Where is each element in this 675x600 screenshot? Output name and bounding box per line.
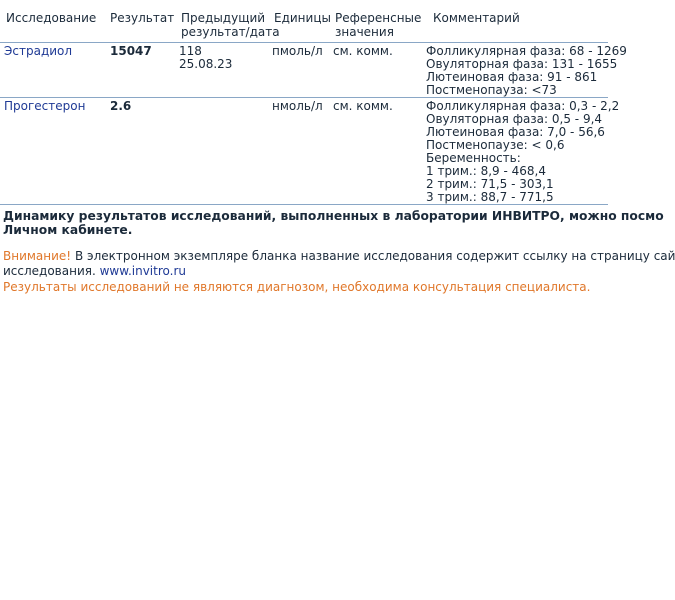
- comment-block: [426, 45, 627, 97]
- previous-value: 118: [179, 44, 202, 58]
- header-units: Единицы: [274, 11, 331, 25]
- comment-line: 1 трим.: 8,9 - 468,4: [426, 164, 546, 178]
- units-value: нмоль/л: [272, 99, 323, 113]
- comment-line: Постменопаузе: < 0,6: [426, 138, 565, 152]
- header-comment: Комментарий: [433, 11, 520, 25]
- disclaimer-text: Результаты исследований не являются диагнозом, необходима консультация специалиста.: [3, 280, 591, 294]
- header-reference-line2: значения: [335, 25, 394, 39]
- comment-line: Лютеиновая фаза: 7,0 - 56,6: [426, 125, 605, 139]
- notice-line2: [3, 264, 608, 279]
- invitro-link[interactable]: www.invitro.ru: [99, 264, 186, 278]
- units-value: пмоль/л: [272, 44, 323, 58]
- comment-line: 2 трим.: 71,5 - 303,1: [426, 177, 554, 191]
- dynamics-line1: Динамику результатов исследований, выполненных в лаборатории ИНВИТРО, можно посмо: [3, 209, 664, 223]
- comment-line: Постменопауза: <73: [426, 83, 557, 97]
- header-previous-line1: Предыдущий: [181, 11, 266, 25]
- comment-line: Овуляторная фаза: 0,5 - 9,4: [426, 112, 603, 126]
- header-previous-line2: результат/дата: [181, 25, 280, 39]
- notice-text: В электронном экземпляре бланка название исследования содержит ссылку на страницу сай: [71, 249, 675, 263]
- comment-line: Овуляторная фаза: 131 - 1655: [426, 57, 618, 71]
- header-reference: [335, 11, 421, 39]
- header-name: Исследование: [6, 11, 97, 25]
- notice-text-2: исследования.: [3, 264, 100, 278]
- comment-line: 3 трим.: 88,7 - 771,5: [426, 190, 554, 204]
- result-value: 15047: [110, 44, 152, 58]
- test-link-progesterone[interactable]: Прогестерон: [4, 99, 86, 113]
- comment-block: [426, 100, 619, 204]
- result-value: 2.6: [110, 99, 132, 113]
- table-row: [0, 98, 620, 205]
- reference-value: см. комм.: [333, 44, 393, 58]
- notice-line1: [3, 249, 675, 264]
- previous-date: 25.08.23: [179, 57, 233, 71]
- results-table: [0, 0, 627, 205]
- dynamics-line2: Личном кабинете.: [3, 223, 133, 237]
- comment-line: Беременность:: [426, 151, 521, 165]
- header-result: Результат: [110, 11, 175, 25]
- header-previous: [181, 11, 280, 39]
- previous-result: [179, 45, 232, 71]
- comment-line: Фолликулярная фаза: 68 - 1269: [426, 44, 627, 58]
- table-row: [0, 43, 627, 98]
- comment-line: Фолликулярная фаза: 0,3 - 2,2: [426, 99, 620, 113]
- electronic-copy-notice: [3, 249, 675, 279]
- reference-value: см. комм.: [333, 99, 393, 113]
- comment-line: Лютеиновая фаза: 91 - 861: [426, 70, 598, 84]
- dynamics-note: [3, 209, 664, 237]
- table-header: [0, 0, 608, 43]
- test-link-estradiol[interactable]: Эстрадиол: [4, 44, 73, 58]
- header-reference-line1: Референсные: [335, 11, 422, 25]
- warning-label: Внимание!: [3, 249, 72, 263]
